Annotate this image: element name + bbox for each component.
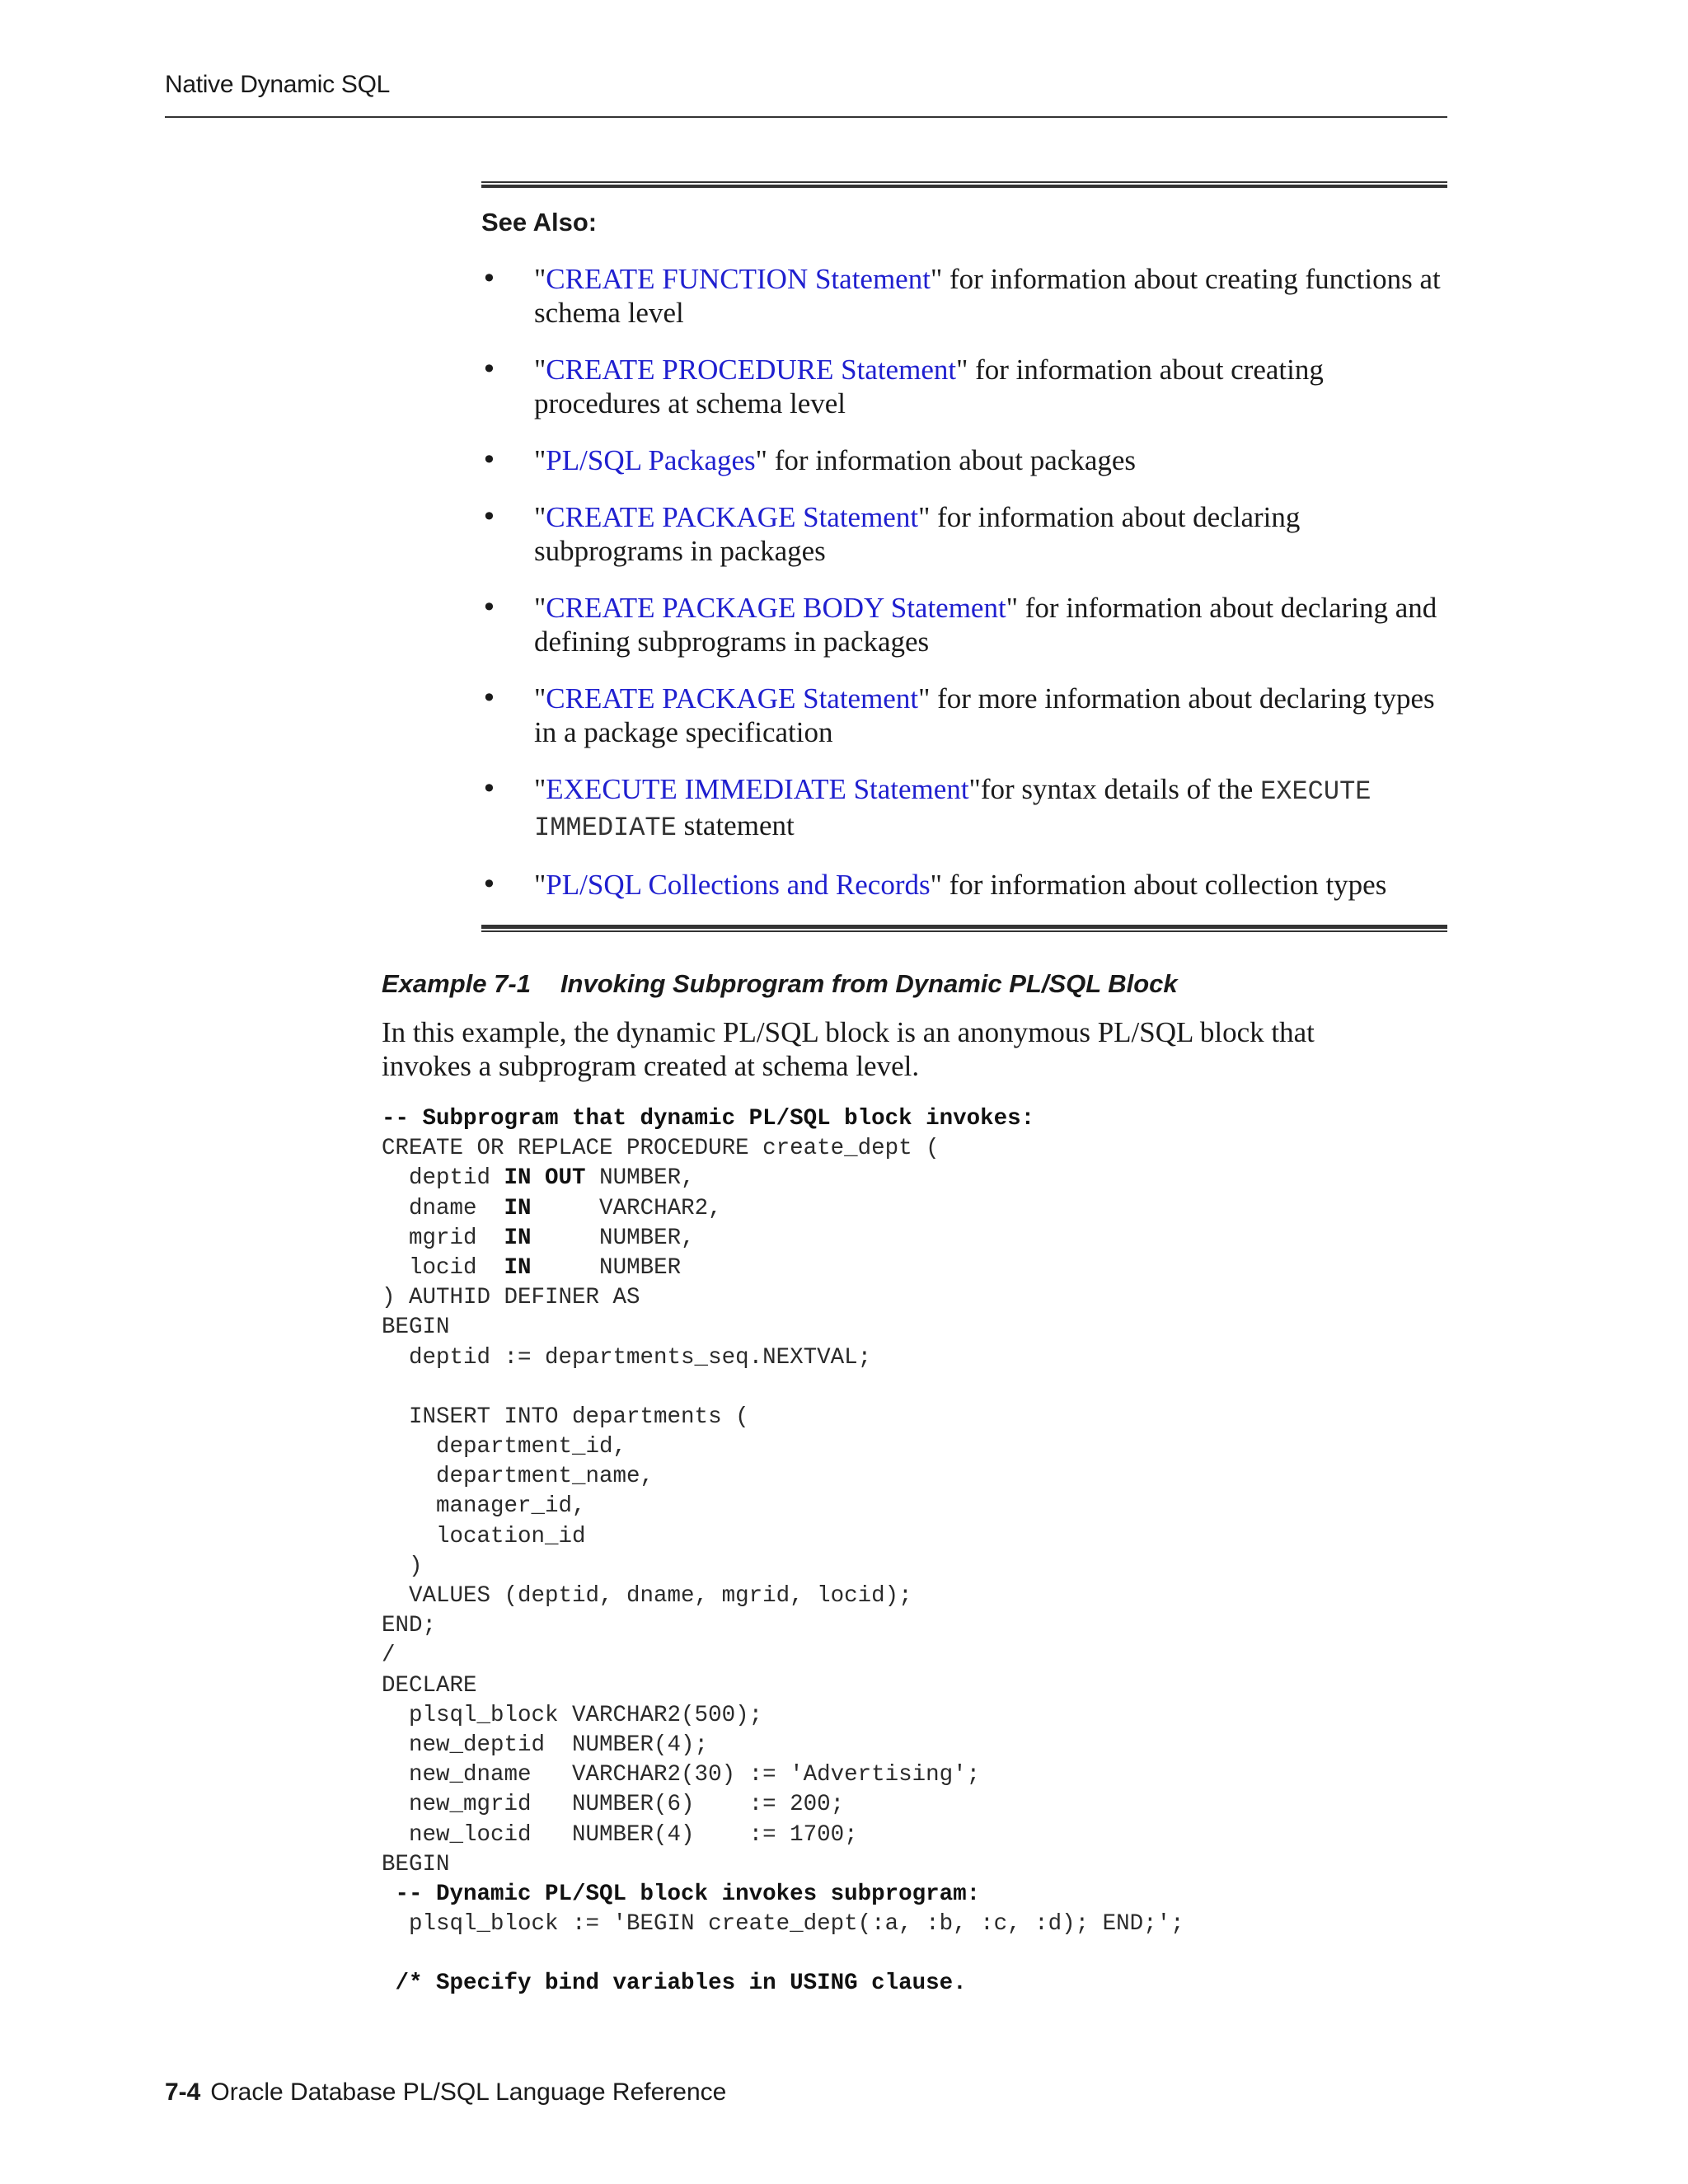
quote-open: "	[534, 354, 546, 386]
see-also-link[interactable]: EXECUTE IMMEDIATE Statement	[546, 773, 969, 805]
quote-open: "	[534, 263, 546, 295]
see-also-link[interactable]: PL/SQL Packages	[546, 444, 756, 476]
code-line	[382, 1910, 1184, 1939]
code-line	[382, 1283, 1184, 1313]
code-segment: department_name,	[382, 1464, 654, 1490]
code-segment: NUMBER	[531, 1254, 682, 1281]
code-bold-segment: IN	[504, 1254, 532, 1281]
code-bold-segment: -- Dynamic PL/SQL block invokes subprogram:	[382, 1881, 981, 1907]
quote-open: "	[534, 682, 546, 715]
bullet-icon: •	[481, 354, 497, 385]
see-also-item	[481, 868, 1447, 902]
code-segment: location_id	[382, 1523, 586, 1549]
code-segment: department_id,	[382, 1434, 627, 1460]
example-number: Example 7-1	[382, 969, 531, 998]
see-also-description: " for information about creating procedures at schema level	[534, 354, 1324, 419]
code-segment: manager_id,	[382, 1493, 586, 1520]
code-segment: DECLARE	[382, 1672, 477, 1699]
code-bold-segment: -- Subprogram that dynamic PL/SQL block invokes:	[382, 1106, 1035, 1132]
code-line	[382, 1194, 1184, 1224]
see-also-bottom-rule	[481, 925, 1447, 932]
code-line	[382, 1582, 1184, 1611]
see-also-item	[481, 443, 1447, 477]
code-line	[382, 1164, 1184, 1193]
code-line	[382, 1701, 1184, 1731]
code-segment: ) AUTHID DEFINER AS	[382, 1285, 640, 1311]
code-segment: new_dname VARCHAR2(30) := 'Advertising';	[382, 1762, 981, 1788]
quote-open: "	[534, 773, 546, 805]
code-segment: )	[382, 1553, 423, 1579]
code-line	[382, 1403, 1184, 1432]
code-line	[382, 1224, 1184, 1254]
code-segment: plsql_block := 'BEGIN create_dept(:a, :b, :c, :d); END;';	[382, 1911, 1184, 1938]
code-line	[382, 1790, 1184, 1820]
page-number: 7-4	[165, 2079, 201, 2106]
see-also-link[interactable]: CREATE PACKAGE BODY Statement	[546, 592, 1006, 624]
code-line	[382, 1104, 1184, 1134]
code-example	[382, 1104, 1184, 1999]
code-line	[382, 1462, 1184, 1492]
see-also-item	[481, 591, 1447, 658]
see-also-description: " for more information about declaring types in a package specification	[534, 682, 1435, 748]
inline-code: EXECUTE IMMEDIATE	[534, 776, 1372, 843]
code-segment: new_deptid NUMBER(4);	[382, 1732, 709, 1758]
bullet-icon: •	[481, 682, 497, 714]
code-line	[382, 1611, 1184, 1641]
page-footer	[165, 2079, 726, 2107]
bullet-icon: •	[481, 444, 497, 476]
example-title	[382, 969, 1178, 999]
code-line	[382, 1522, 1184, 1552]
header-rule	[165, 116, 1447, 118]
see-also-item	[481, 262, 1447, 330]
code-bold-segment: IN OUT	[504, 1165, 586, 1192]
bullet-icon: •	[481, 592, 497, 623]
quote-open: "	[534, 592, 546, 624]
code-segment: END;	[382, 1613, 437, 1639]
see-also-description: " for information about creating functions at schema level	[534, 263, 1441, 329]
see-also-top-rule	[481, 181, 1447, 188]
code-segment: mgrid	[382, 1225, 504, 1251]
bullet-icon: •	[481, 501, 497, 532]
book-title: Oracle Database PL/SQL Language Reference	[210, 2079, 727, 2106]
see-also-item	[481, 682, 1447, 749]
code-segment: CREATE OR REPLACE PROCEDURE create_dept (	[382, 1136, 940, 1162]
see-also-description: " for information about declaring subprograms in packages	[534, 501, 1301, 567]
code-line	[382, 1641, 1184, 1671]
code-line	[382, 1492, 1184, 1521]
code-line	[382, 1313, 1184, 1343]
see-also-link[interactable]: CREATE PACKAGE Statement	[546, 501, 919, 533]
code-line	[382, 1432, 1184, 1462]
code-line	[382, 1760, 1184, 1790]
bullet-icon: •	[481, 773, 497, 804]
see-also-description: " for information about declaring and defining subprograms in packages	[534, 592, 1437, 658]
quote-open: "	[534, 444, 546, 476]
code-segment: deptid	[382, 1165, 504, 1192]
code-segment: new_locid NUMBER(4) := 1700;	[382, 1821, 858, 1848]
bullet-icon: •	[481, 869, 497, 900]
code-bold-segment: /* Specify bind variables in USING clause.	[382, 1971, 967, 1997]
code-line	[382, 1850, 1184, 1880]
code-line	[382, 1671, 1184, 1701]
code-line	[382, 1343, 1184, 1373]
example-title-text: Invoking Subprogram from Dynamic PL/SQL Block	[560, 969, 1178, 998]
code-segment: dname	[382, 1195, 504, 1221]
see-also-link[interactable]: PL/SQL Collections and Records	[546, 869, 931, 901]
code-segment: BEGIN	[382, 1315, 450, 1341]
code-line	[382, 1134, 1184, 1164]
code-bold-segment: IN	[504, 1195, 532, 1221]
code-line	[382, 1969, 1184, 1999]
see-also-description: " for information about collection types	[930, 869, 1387, 901]
quote-open: "	[534, 501, 546, 533]
see-also-item	[481, 772, 1447, 845]
code-segment: deptid := departments_seq.NEXTVAL;	[382, 1344, 872, 1371]
see-also-description: " for information about packages	[755, 444, 1137, 476]
code-line	[382, 1821, 1184, 1850]
code-line	[382, 1373, 1184, 1403]
see-also-description-tail: statement	[676, 809, 795, 841]
code-line	[382, 1552, 1184, 1582]
code-segment: BEGIN	[382, 1851, 450, 1877]
see-also-item	[481, 353, 1447, 420]
see-also-description: "for syntax details of the	[968, 773, 1261, 805]
see-also-link[interactable]: CREATE FUNCTION Statement	[546, 263, 931, 295]
see-also-link[interactable]: CREATE PACKAGE Statement	[546, 682, 919, 715]
code-line	[382, 1880, 1184, 1910]
code-segment: VALUES (deptid, dname, mgrid, locid);	[382, 1583, 912, 1609]
code-line	[382, 1731, 1184, 1760]
see-also-item	[481, 500, 1447, 568]
running-header: Native Dynamic SQL	[165, 71, 391, 98]
see-also-box	[481, 181, 1447, 932]
code-segment: new_mgrid NUMBER(6) := 200;	[382, 1792, 845, 1818]
see-also-list	[481, 262, 1447, 902]
code-segment: NUMBER,	[585, 1165, 695, 1192]
bullet-icon: •	[481, 263, 497, 294]
code-line	[382, 1254, 1184, 1283]
code-segment: NUMBER,	[531, 1225, 695, 1251]
see-also-heading: See Also:	[481, 208, 598, 237]
code-segment: INSERT INTO departments (	[382, 1404, 749, 1430]
code-segment: /	[382, 1643, 396, 1669]
quote-open: "	[534, 869, 546, 901]
code-segment: plsql_block VARCHAR2(500);	[382, 1702, 763, 1728]
see-also-link[interactable]: CREATE PROCEDURE Statement	[546, 354, 957, 386]
code-line	[382, 1939, 1184, 1969]
code-bold-segment: IN	[504, 1225, 532, 1251]
code-segment: locid	[382, 1254, 504, 1281]
example-intro: In this example, the dynamic PL/SQL block is an anonymous PL/SQL block that invokes a subprogram created at schema level.	[382, 1016, 1315, 1082]
code-segment: VARCHAR2,	[531, 1195, 722, 1221]
